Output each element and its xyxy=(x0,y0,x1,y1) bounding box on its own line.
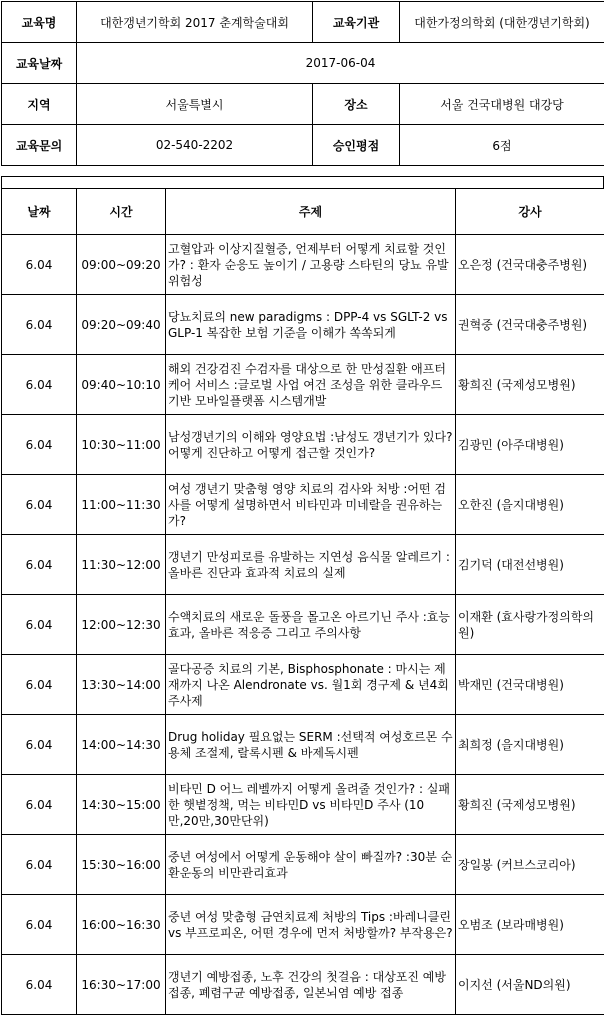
header-instructor: 강사 xyxy=(456,189,604,235)
info-row-name xyxy=(2,2,604,43)
row-topic: 갱년기 예방접종, 노후 건강의 첫걸음 : 대상포진 예방접종, 폐렴구균 예방접종, 일본뇌염 예방 접종 xyxy=(166,955,456,1015)
row-instructor: 오한진 (을지대병원) xyxy=(456,475,604,535)
row-topic: 비타민 D 어느 레벨까지 어떻게 올려줄 것인가? : 실패한 햇볕정책, 먹는 비타민D vs 비타민D 주사 (10만,20만,30만단위) xyxy=(166,775,456,835)
header-time: 시간 xyxy=(77,189,166,235)
table-row xyxy=(2,655,604,715)
table-row xyxy=(2,475,604,535)
row-time: 09:00~09:20 xyxy=(77,235,166,295)
table-row xyxy=(2,715,604,775)
contact-label: 교육문의 xyxy=(2,125,77,166)
row-topic: 남성갱년기의 이해와 영양요법 :남성도 갱년기가 있다? 어떻게 진단하고 어떻게 접근할 것인가? xyxy=(166,415,456,475)
row-instructor: 이재환 (효사랑가정의학의원) xyxy=(456,595,604,655)
row-date: 6.04 xyxy=(2,595,77,655)
row-topic: 중년 여성 맞춤형 금연치료제 처방의 Tips :바레니클린 vs 부프로피온, 어떤 경우에 먼저 처방할까? 부작용은? xyxy=(166,895,456,955)
row-instructor: 황희진 (국제성모병원) xyxy=(456,355,604,415)
table-row xyxy=(2,955,604,1015)
org-value: 대한가정의학회 (대한갱년기학회) xyxy=(400,2,604,43)
region-value: 서울특별시 xyxy=(77,84,313,125)
row-instructor: 오은정 (건국대충주병원) xyxy=(456,235,604,295)
row-date: 6.04 xyxy=(2,955,77,1015)
row-topic: 갱년기 만성피로를 유발하는 지연성 음식물 알레르기 :올바른 진단과 효과적 치료의 실제 xyxy=(166,535,456,595)
course-info-table xyxy=(1,1,604,166)
row-instructor: 김기덕 (대전선병원) xyxy=(456,535,604,595)
row-topic: 당뇨치료의 new paradigms : DPP-4 vs SGLT-2 vs GLP-1 복잡한 보험 기준을 이해가 쏙쏙되게 xyxy=(166,295,456,355)
row-time: 11:00~11:30 xyxy=(77,475,166,535)
contact-value: 02-540-2202 xyxy=(77,125,313,166)
row-date: 6.04 xyxy=(2,235,77,295)
row-time: 14:00~14:30 xyxy=(77,715,166,775)
schedule-body xyxy=(2,235,604,1015)
schedule-table xyxy=(1,188,604,1015)
row-topic: 여성 갱년기 맞춤형 영양 치료의 검사와 처방 :어떤 검사를 어떻게 설명하면서 비타민과 미네랄을 권유하는가? xyxy=(166,475,456,535)
row-topic: 고혈압과 이상지질혈증, 언제부터 어떻게 치료할 것인가? : 환자 순응도 높이기 / 고용량 스타틴의 당뇨 유발 위험성 xyxy=(166,235,456,295)
place-value: 서울 건국대병원 대강당 xyxy=(400,84,604,125)
region-label: 지역 xyxy=(2,84,77,125)
row-date: 6.04 xyxy=(2,295,77,355)
row-date: 6.04 xyxy=(2,715,77,775)
table-row xyxy=(2,355,604,415)
table-row xyxy=(2,235,604,295)
row-time: 10:30~11:00 xyxy=(77,415,166,475)
row-time: 16:00~16:30 xyxy=(77,895,166,955)
schedule-header-row xyxy=(2,189,604,235)
row-date: 6.04 xyxy=(2,775,77,835)
place-label: 장소 xyxy=(313,84,400,125)
table-row xyxy=(2,895,604,955)
row-time: 09:40~10:10 xyxy=(77,355,166,415)
row-topic: 수액치료의 새로운 돌풍을 몰고온 아르기닌 주사 :효능효과, 올바른 적응증 그리고 주의사항 xyxy=(166,595,456,655)
row-date: 6.04 xyxy=(2,895,77,955)
row-time: 09:20~09:40 xyxy=(77,295,166,355)
table-row xyxy=(2,595,604,655)
credit-label: 승인평점 xyxy=(313,125,400,166)
edu-name-label: 교육명 xyxy=(2,2,77,43)
row-date: 6.04 xyxy=(2,535,77,595)
table-row xyxy=(2,295,604,355)
row-date: 6.04 xyxy=(2,475,77,535)
row-date: 6.04 xyxy=(2,355,77,415)
header-topic: 주제 xyxy=(166,189,456,235)
row-date: 6.04 xyxy=(2,835,77,895)
credit-value: 6점 xyxy=(400,125,604,166)
row-instructor: 이지선 (서울ND의원) xyxy=(456,955,604,1015)
row-topic: 중년 여성에서 어떻게 운동해야 살이 빠질까? :30분 순환운동의 비만관리효과 xyxy=(166,835,456,895)
table-row xyxy=(2,835,604,895)
org-label: 교육기관 xyxy=(313,2,400,43)
info-row-date xyxy=(2,43,604,84)
row-date: 6.04 xyxy=(2,655,77,715)
table-row xyxy=(2,775,604,835)
row-instructor: 황희진 (국제성모병원) xyxy=(456,775,604,835)
row-topic: 골다공증 치료의 기본, Bisphosphonate : 마시는 제재까지 나온 Alendronate vs. 월1회 경구제 & 년4회 주사제 xyxy=(166,655,456,715)
row-time: 11:30~12:00 xyxy=(77,535,166,595)
table-row xyxy=(2,415,604,475)
row-instructor: 장일봉 (커브스코리아) xyxy=(456,835,604,895)
info-row-contact xyxy=(2,125,604,166)
edu-name-value: 대한갱년기학회 2017 춘계학술대회 xyxy=(77,2,313,43)
table-spacer xyxy=(1,176,604,188)
info-row-region xyxy=(2,84,604,125)
row-instructor: 오범조 (보라매병원) xyxy=(456,895,604,955)
row-topic: 해외 건강검진 수검자를 대상으로 한 만성질환 애프터 케어 서비스 :글로벌 사업 여건 조성을 위한 클라우드 기반 모바일플랫폼 시스템개발 xyxy=(166,355,456,415)
row-instructor: 박재민 (건국대병원) xyxy=(456,655,604,715)
header-date: 날짜 xyxy=(2,189,77,235)
date-value: 2017-06-04 xyxy=(77,43,604,84)
table-row xyxy=(2,535,604,595)
row-instructor: 김광민 (아주대병원) xyxy=(456,415,604,475)
row-instructor: 권혁중 (건국대충주병원) xyxy=(456,295,604,355)
row-time: 14:30~15:00 xyxy=(77,775,166,835)
row-date: 6.04 xyxy=(2,415,77,475)
date-label: 교육날짜 xyxy=(2,43,77,84)
row-time: 15:30~16:00 xyxy=(77,835,166,895)
row-time: 12:00~12:30 xyxy=(77,595,166,655)
row-time: 13:30~14:00 xyxy=(77,655,166,715)
row-instructor: 최희정 (을지대병원) xyxy=(456,715,604,775)
row-time: 16:30~17:00 xyxy=(77,955,166,1015)
row-topic: Drug holiday 필요없는 SERM :선택적 여성호르몬 수용체 조절제, 랄록시펜 & 바제독시펜 xyxy=(166,715,456,775)
